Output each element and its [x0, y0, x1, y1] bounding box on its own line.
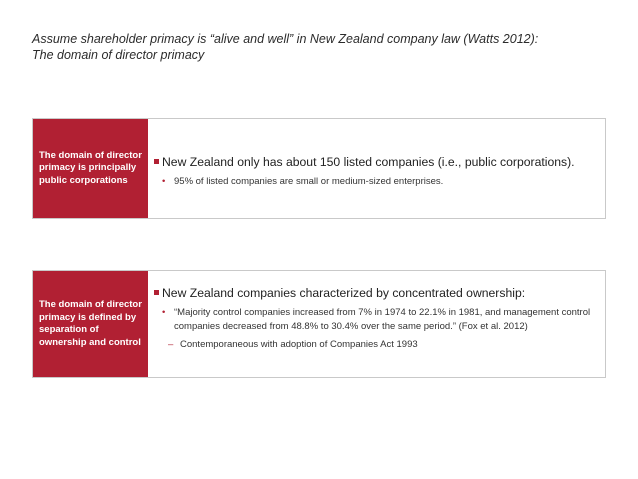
subsub-point — [168, 338, 605, 352]
slide-title — [32, 31, 612, 63]
sub-point-text: 95% of listed companies are small or medium-sized enterprises. — [174, 176, 444, 187]
dot-bullet-icon: • — [162, 307, 166, 318]
director-primacy-public-corporations-block — [32, 118, 606, 219]
dot-bullet-icon: • — [162, 176, 166, 187]
separation-ownership-control-block — [32, 270, 606, 378]
sub-point-text: “Majority control companies increased from 7% in 1974 to 22.1% in 1981, and management control companies decreased from 48.8% to 30.4% over the same period.” (Fox et al. 2012) — [174, 307, 591, 332]
title-line-2: The domain of director primacy — [32, 48, 205, 62]
main-point-text: New Zealand companies characterized by concentrated ownership: — [162, 286, 526, 300]
block-content — [148, 119, 605, 218]
main-point — [154, 154, 605, 170]
square-bullet-icon — [154, 290, 159, 295]
subsub-point-text: Contemporaneous with adoption of Companies Act 1993 — [180, 339, 418, 350]
block-content — [148, 271, 605, 377]
square-bullet-icon — [154, 159, 159, 164]
sub-point — [162, 306, 605, 334]
title-line-1: Assume shareholder primacy is “alive and well” in New Zealand company law (Watts 2012): — [32, 32, 539, 46]
block-label: The domain of director primacy is defined by separation of ownership and control — [33, 271, 148, 377]
dash-bullet-icon: – — [168, 339, 174, 350]
main-point — [154, 285, 605, 301]
block-label: The domain of director primacy is principally public corporations — [33, 119, 148, 218]
main-point-text: New Zealand only has about 150 listed companies (i.e., public corporations). — [162, 155, 575, 169]
sub-point — [162, 175, 605, 189]
